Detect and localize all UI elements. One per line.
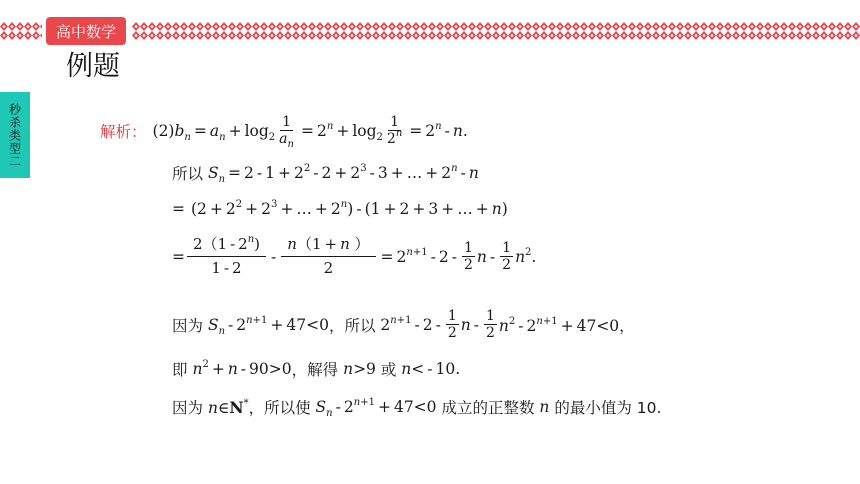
connector-text: ，所以: [328, 316, 376, 335]
connector-text: 的最小值为 10.: [554, 399, 662, 417]
formula-text: = $2^n + \log_2$: [300, 120, 383, 143]
fraction: $\frac{n(1 + n )}{2}$: [281, 236, 375, 278]
formula-text: n>9: [343, 360, 381, 378]
side-tab-label: 秒杀类型二: [7, 102, 22, 168]
formula-text: n< - 10.: [401, 360, 461, 378]
formula-text: = $2^n$ - n.: [409, 120, 468, 140]
page-title: 例题: [66, 51, 120, 82]
formula-text: =: [172, 247, 185, 266]
solution-line-2: [172, 162, 479, 184]
solution-line-5: [172, 308, 635, 341]
solution-line-4: [172, 236, 536, 278]
formula-text: $n^2 - 2^{n+1} + 47<0$，: [498, 315, 635, 335]
side-tab: [0, 92, 30, 178]
fraction: $\frac{1}{2}$: [485, 308, 495, 342]
solution-line-6: [172, 358, 460, 380]
solution-line-7: [172, 396, 661, 418]
subject-badge: 高中数学: [46, 17, 126, 45]
connector-text: 因为: [172, 399, 204, 417]
solution-line-1: [100, 114, 468, 151]
formula-text: -: [271, 247, 277, 266]
formula-text: = ($2 + 2^2 + 2^3$ + … + $2^n) - (1 + 2 + 3$ + … + n): [172, 199, 508, 218]
formula-text: $(2)b_n = a_n + \log_2$: [152, 121, 276, 143]
formula-text: $S_n - 2^{n+1} + 47<0$: [315, 397, 442, 419]
formula-text: n -: [476, 247, 496, 266]
formula-text: $n^2$.: [515, 246, 537, 266]
formula-text: $2^{n+1} - 2$ -: [375, 314, 441, 334]
fraction: $\frac{2(1 - 2^n)}{1 - 2}$: [187, 236, 266, 278]
formula-text: n: [539, 398, 550, 416]
fraction: $\frac{1}{2}$: [447, 308, 457, 342]
solution-line-3: [172, 200, 508, 218]
fraction: $\frac{1}{2^n}$: [386, 114, 403, 148]
fraction: $\frac{1}{2}$: [463, 240, 473, 274]
formula-text: $S_n = 2 - 1 + 2^2 - 2 + 2^3 - 3$ + … + $2^n$ - n: [207, 163, 479, 185]
formula-text: $n^2 + n - 90>0$: [192, 359, 292, 378]
connector-text: ，所以使: [248, 399, 311, 417]
connector-text: 即: [172, 361, 188, 379]
top-decorative-border-left: [0, 22, 42, 40]
top-decorative-border-right: [132, 22, 860, 40]
connector-text: 所以: [172, 165, 204, 183]
connector-text: 或: [380, 361, 397, 379]
connector-text: 成立的正整数: [441, 399, 535, 417]
formula-text: n∈N*: [207, 397, 249, 417]
connector-text: ，解得: [291, 361, 339, 379]
formula-text: = $2^{n+1} - 2$ -: [380, 246, 457, 266]
formula-text: $S_n - 2^{n+1} + 47<0$: [207, 314, 329, 337]
fraction: $\frac{1}{a_n}$: [279, 114, 294, 151]
fraction: $\frac{1}{2}$: [502, 240, 512, 274]
solution-label: 解析：: [100, 122, 147, 141]
connector-text: 因为: [172, 316, 204, 335]
formula-text: n -: [460, 315, 479, 334]
